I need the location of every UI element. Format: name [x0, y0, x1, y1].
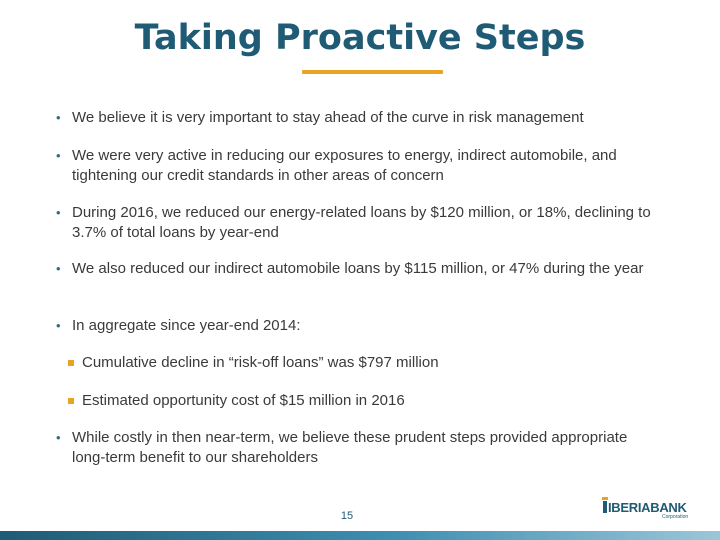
bullet-text: During 2016, we reduced our energy-related loans by $120 million, or 18%, declining to 3.7% of total loans by year-end [72, 204, 651, 241]
slide-title: Taking Proactive Steps [134, 18, 586, 58]
square-bullet-icon [68, 360, 74, 366]
bullet-text: While costly in then near-term, we believe these prudent steps provided appropriate long-term benefit to our shareholders [72, 429, 628, 466]
bullet-item [56, 259, 656, 279]
bullet-item [56, 108, 656, 128]
iberiabank-logo [600, 497, 700, 519]
sub-bullet-text: Estimated opportunity cost of $15 million in 2016 [82, 392, 405, 409]
bullet-dot-icon: • [56, 148, 61, 163]
bullet-text: In aggregate since year-end 2014: [72, 317, 301, 334]
bullet-dot-icon: • [56, 318, 61, 333]
bullet-item [56, 146, 656, 186]
sub-bullet-item [68, 353, 658, 373]
bullet-dot-icon: • [56, 261, 61, 276]
sub-bullet-text: Cumulative decline in “risk-off loans” was $797 million [82, 354, 439, 371]
bullet-item [56, 428, 656, 468]
bullet-text: We also reduced our indirect automobile loans by $115 million, or 47% during the year [72, 260, 644, 277]
bullet-dot-icon: • [56, 430, 61, 445]
sub-bullet-item [68, 391, 658, 411]
bullet-item [56, 316, 656, 336]
bullet-dot-icon: • [56, 205, 61, 220]
bullet-text: We believe it is very important to stay ahead of the curve in risk management [72, 109, 584, 126]
footer-bar [0, 531, 720, 540]
square-bullet-icon [68, 398, 74, 404]
page-number: 15 [340, 510, 354, 522]
bullet-text: We were very active in reducing our exposures to energy, indirect automobile, and tightening our credit standards in other areas of concern [72, 147, 617, 184]
logo-subtext: Corporation [662, 514, 689, 519]
bullet-item [56, 203, 656, 243]
logo-wordmark: IBERIABANK [608, 500, 687, 515]
bullet-dot-icon: • [56, 110, 61, 125]
